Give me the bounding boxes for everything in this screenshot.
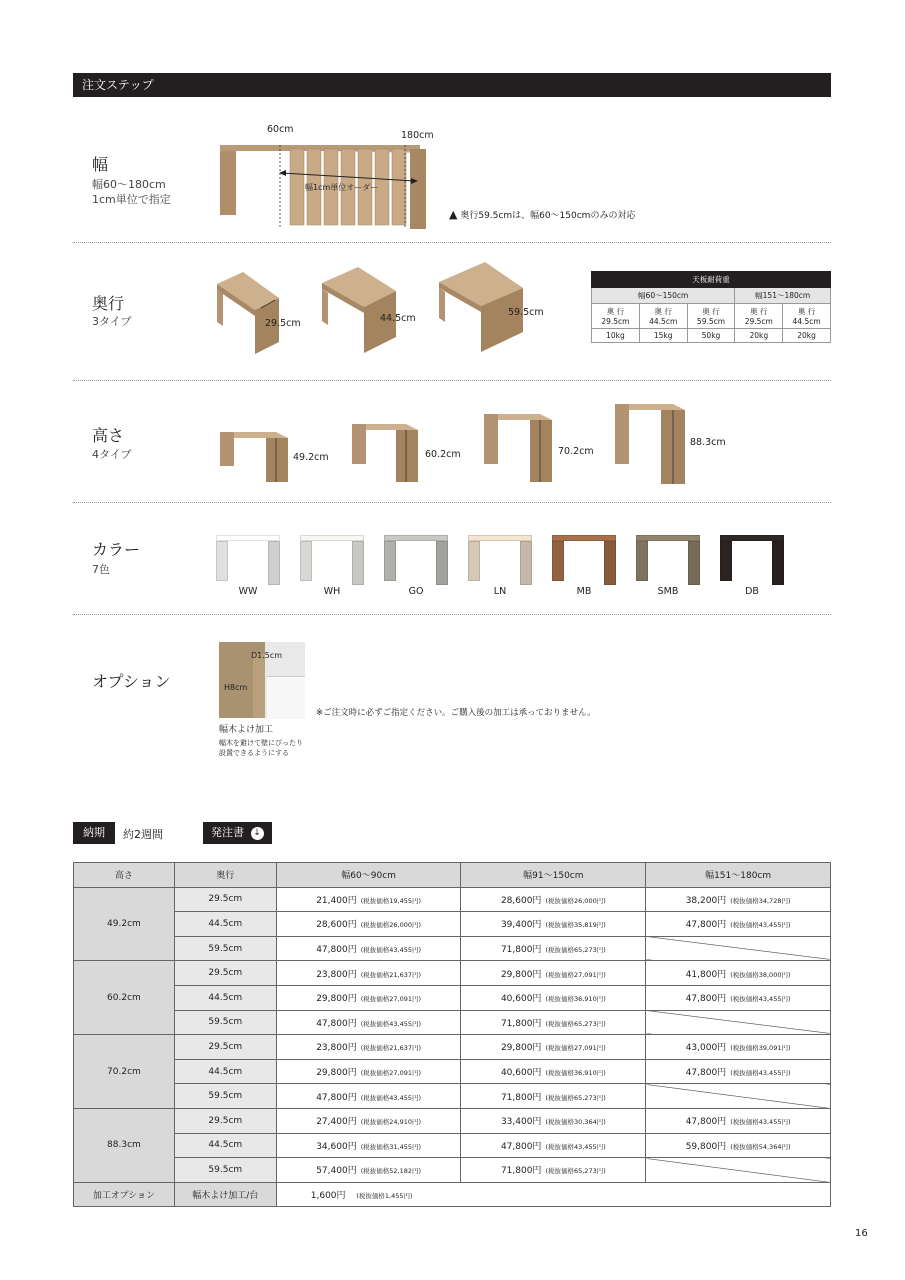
height-88-illustration (613, 400, 688, 486)
price-cell: 71,800円 (税抜価格65,273円) (461, 1010, 646, 1035)
page-number: 16 (855, 1228, 868, 1239)
price-cell: 40,600円 (税抜価格36,910円) (461, 985, 646, 1010)
height-49-illustration (218, 428, 290, 484)
load-value: 50kg (687, 329, 735, 343)
price-cell: 47,800円 (税抜価格43,455円) (646, 1108, 831, 1133)
width-min-label: 60cm (267, 124, 294, 135)
load-head: 奥 行 29.5cm (592, 304, 640, 329)
price-cell: 38,200円 (税抜価格34,728円) (646, 887, 831, 912)
color-count: 7色 (92, 563, 110, 576)
table-row (74, 985, 831, 1010)
depth-cell: 44.5cm (174, 1133, 276, 1158)
unavailable-cell (646, 1084, 831, 1109)
depth-cell: 59.5cm (174, 1158, 276, 1183)
width-order-label: 幅1cm単位オーダー (305, 183, 379, 192)
price-cell: 34,600円 (税抜価格31,455円) (276, 1133, 461, 1158)
divider (73, 380, 831, 381)
width-max-label: 180cm (401, 130, 434, 141)
option-desc-2: 設置できるようにする (219, 749, 289, 757)
price-table (73, 862, 831, 1207)
price-cell: 71,800円 (税抜価格65,273円) (461, 1158, 646, 1183)
table-row (74, 936, 831, 961)
height-cell: 88.3cm (74, 1108, 175, 1182)
load-group-1: 幅60〜150cm (592, 288, 735, 304)
price-cell: 28,600円 (税抜価格26,000円) (461, 887, 646, 912)
height-label-70: 70.2cm (558, 446, 594, 457)
price-cell: 29,800円 (税抜価格27,091円) (461, 961, 646, 986)
depth-cell: 44.5cm (174, 985, 276, 1010)
price-cell: 28,600円 (税抜価格26,000円) (276, 912, 461, 937)
price-cell: 29,800円 (税抜価格27,091円) (461, 1035, 646, 1060)
width-note: ▲ 奥行59.5cmは、幅60〜150cmのみの対応 (449, 208, 636, 221)
color-code-label: WW (238, 586, 258, 597)
price-cell: 47,800円 (税抜価格43,455円) (646, 985, 831, 1010)
price-cell: 59,800円 (税抜価格54,364円) (646, 1133, 831, 1158)
unavailable-cell (646, 1010, 831, 1035)
height-label-60: 60.2cm (425, 449, 461, 460)
color-code-label: WH (323, 586, 341, 597)
load-value: 20kg (783, 329, 831, 343)
color-swatch (552, 535, 616, 583)
load-head: 奥 行 29.5cm (735, 304, 783, 329)
price-cell: 39,400円 (税抜価格35,819円) (461, 912, 646, 937)
depth-title: 奥行 (92, 294, 125, 313)
price-cell: 47,800円 (税抜価格43,455円) (276, 1010, 461, 1035)
table-row (74, 887, 831, 912)
height-label-49: 49.2cm (293, 452, 329, 463)
load-value: 20kg (735, 329, 783, 343)
price-cell: 43,000円 (税抜価格39,091円) (646, 1035, 831, 1060)
divider (73, 242, 831, 243)
depth-label-29: 29.5cm (265, 318, 301, 329)
height-cell: 60.2cm (74, 961, 175, 1035)
load-head: 奥 行 59.5cm (687, 304, 735, 329)
color-swatch (384, 535, 448, 583)
depth-label-44: 44.5cm (380, 313, 416, 324)
load-table-title: 天板耐荷重 (592, 272, 831, 288)
depth-cell: 59.5cm (174, 1084, 276, 1109)
width-title: 幅 (92, 155, 109, 174)
header-width-60-90: 幅60〜90cm (276, 863, 461, 888)
order-form-button[interactable]: 発注書 ↓ (203, 822, 272, 844)
price-cell: 27,400円 (税抜価格24,910円) (276, 1108, 461, 1133)
depth-cell: 44.5cm (174, 912, 276, 937)
price-cell: 47,800円 (税抜価格43,455円) (461, 1133, 646, 1158)
table-row (74, 912, 831, 937)
divider (73, 502, 831, 503)
divider (73, 614, 831, 615)
option-desc-1: 幅木を避けて壁にぴったり (219, 739, 303, 747)
price-cell: 23,800円 (税抜価格21,637円) (276, 961, 461, 986)
price-cell: 47,800円 (税抜価格43,455円) (276, 936, 461, 961)
width-range: 幅60〜180cm (92, 178, 166, 191)
color-swatch (720, 535, 784, 583)
depth-cell: 29.5cm (174, 887, 276, 912)
height-cell: 49.2cm (74, 887, 175, 961)
load-value: 10kg (592, 329, 640, 343)
price-cell: 47,800円 (税抜価格43,455円) (276, 1084, 461, 1109)
price-cell: 40,600円 (税抜価格36,910円) (461, 1059, 646, 1084)
depth-types: 3タイプ (92, 315, 132, 328)
option-row-label: 加工オプション (74, 1182, 175, 1207)
load-value: 15kg (639, 329, 687, 343)
option-h-label: H8cm (224, 683, 248, 692)
color-code-label: SMB (657, 586, 679, 597)
header-height: 高さ (74, 863, 175, 888)
delivery-badge: 納期 (73, 822, 115, 844)
height-title: 高さ (92, 426, 125, 445)
price-cell: 47,800円 (税抜価格43,455円) (646, 912, 831, 937)
height-60-illustration (350, 420, 420, 484)
load-head: 奥 行 44.5cm (783, 304, 831, 329)
price-cell: 57,400円 (税抜価格52,182円) (276, 1158, 461, 1183)
option-row-name: 幅木よけ加工/台 (174, 1182, 276, 1207)
header-width-91-150: 幅91〜150cm (461, 863, 646, 888)
depth-cell: 29.5cm (174, 961, 276, 986)
height-cell: 70.2cm (74, 1035, 175, 1109)
color-title: カラー (92, 540, 141, 559)
table-row (74, 1010, 831, 1035)
price-cell: 71,800円 (税抜価格65,273円) (461, 1084, 646, 1109)
table-row (74, 1059, 831, 1084)
depth-cell: 29.5cm (174, 1035, 276, 1060)
depth-cell: 59.5cm (174, 936, 276, 961)
table-row (74, 961, 831, 986)
color-swatch (636, 535, 700, 583)
color-code-label: MB (576, 586, 592, 597)
table-row (74, 1035, 831, 1060)
table-row (74, 1084, 831, 1109)
header-depth: 奥行 (174, 863, 276, 888)
color-code-label: GO (408, 586, 424, 597)
price-cell: 29,800円 (税抜価格27,091円) (276, 985, 461, 1010)
depth-29-illustration (215, 270, 285, 360)
height-70-illustration (482, 410, 554, 486)
option-note: ※ご注文時に必ずご指定ください。ご購入後の加工は承っておりません。 (316, 708, 596, 718)
color-swatch (216, 535, 280, 583)
price-cell: 33,400円 (税抜価格30,364円) (461, 1108, 646, 1133)
depth-cell: 44.5cm (174, 1059, 276, 1084)
depth-cell: 29.5cm (174, 1108, 276, 1133)
unavailable-cell (646, 1158, 831, 1183)
color-swatch (468, 535, 532, 583)
depth-label-59: 59.5cm (508, 307, 544, 318)
download-icon: ↓ (251, 827, 264, 840)
table-row (74, 1108, 831, 1133)
warning-icon: ▲ (449, 208, 458, 221)
load-head: 奥 行 44.5cm (639, 304, 687, 329)
color-code-label: DB (745, 586, 759, 597)
option-row-price: 1,600円 (税抜価格1,455円) (276, 1182, 830, 1207)
height-types: 4タイプ (92, 448, 132, 461)
header-width-151-180: 幅151〜180cm (646, 863, 831, 888)
height-label-88: 88.3cm (690, 437, 726, 448)
price-cell: 71,800円 (税抜価格65,273円) (461, 936, 646, 961)
load-capacity-table (591, 271, 831, 343)
price-cell: 41,800円 (税抜価格38,000円) (646, 961, 831, 986)
price-cell: 47,800円 (税抜価格43,455円) (646, 1059, 831, 1084)
color-code-label: LN (493, 586, 507, 597)
width-unit: 1cm単位で指定 (92, 193, 171, 206)
load-group-2: 幅151〜180cm (735, 288, 831, 304)
option-title: オプション (92, 672, 171, 691)
depth-cell: 59.5cm (174, 1010, 276, 1035)
price-cell: 21,400円 (税抜価格19,455円) (276, 887, 461, 912)
order-steps-header: 注文ステップ (73, 73, 831, 97)
price-cell: 29,800円 (税抜価格27,091円) (276, 1059, 461, 1084)
delivery-value: 約2週間 (123, 828, 163, 841)
option-name: 幅木よけ加工 (219, 725, 274, 735)
table-row (74, 1158, 831, 1183)
option-d-label: D1.5cm (251, 651, 283, 660)
price-cell: 23,800円 (税抜価格21,637円) (276, 1035, 461, 1060)
unavailable-cell (646, 936, 831, 961)
color-swatch (300, 535, 364, 583)
table-row (74, 1133, 831, 1158)
